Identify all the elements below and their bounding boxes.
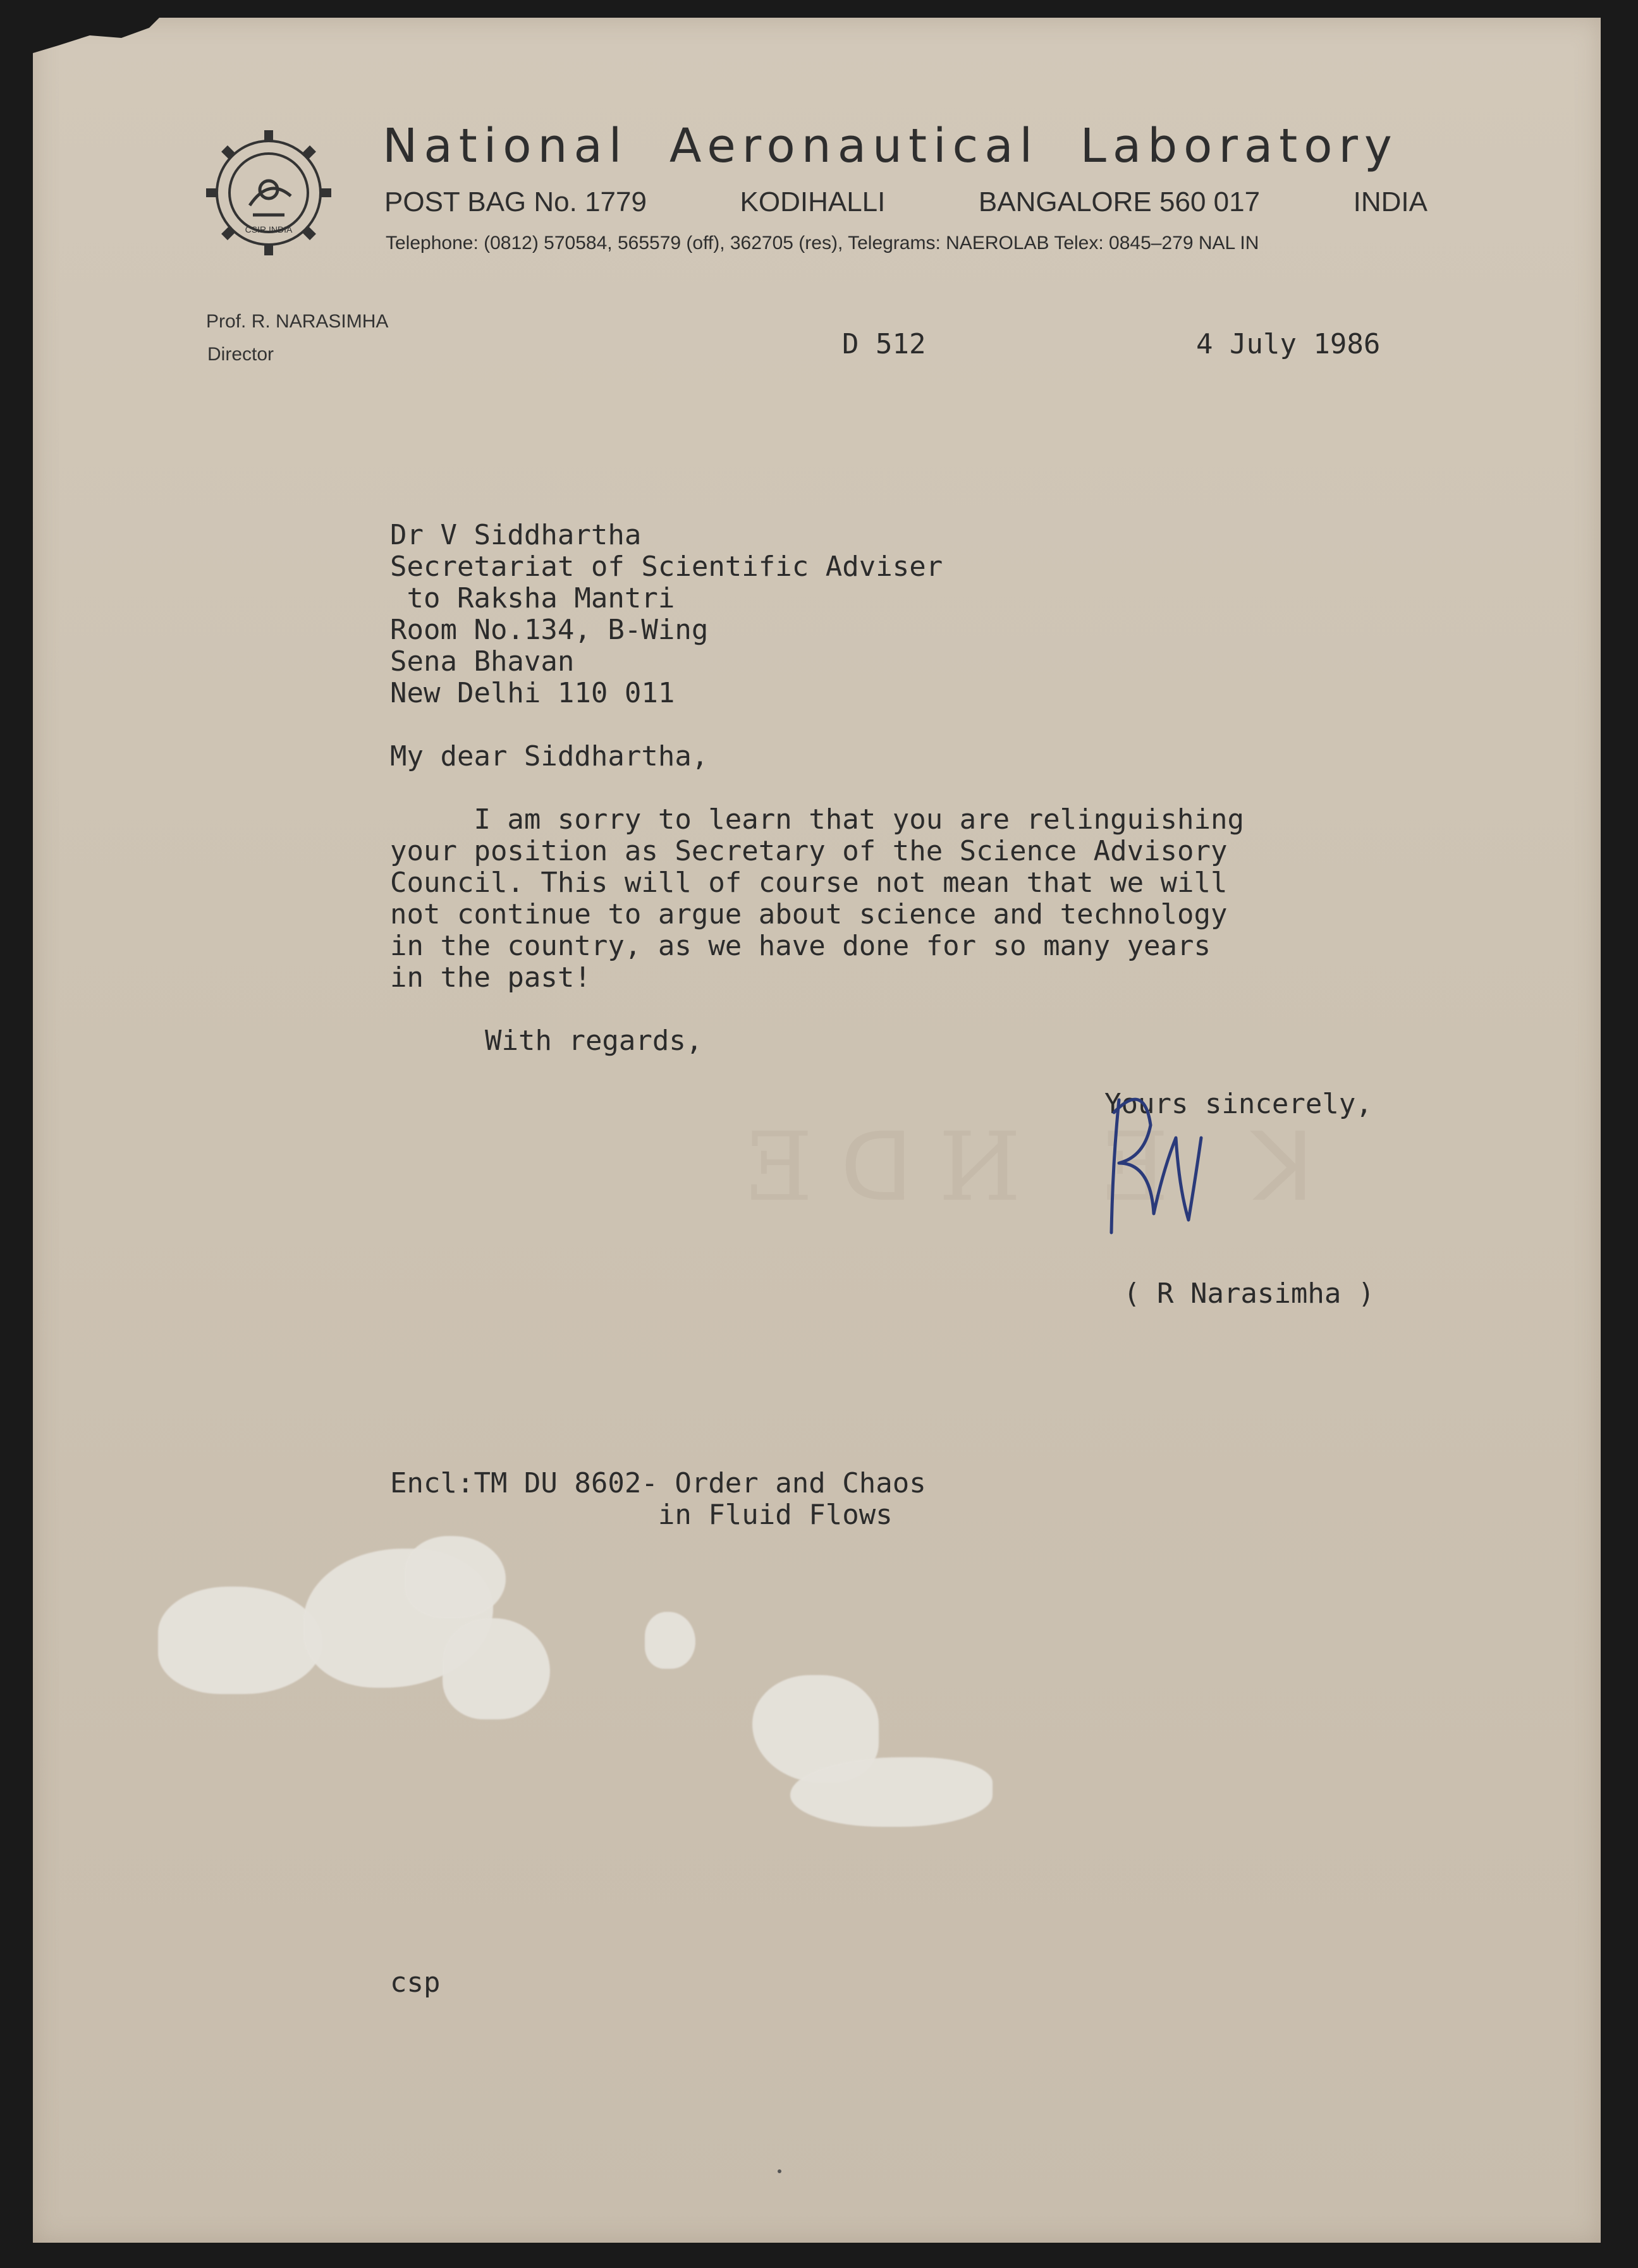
enclosure-line: Encl:TM DU 8602- Order and Chaos [390, 1467, 926, 1499]
recipient-line: New Delhi 110 011 [390, 677, 675, 709]
recipient-line: Room No.134, B-Wing [390, 614, 709, 646]
body-line: Council. This will of course not mean that we will [390, 867, 1228, 899]
paper-speck [778, 2169, 781, 2173]
sender-title: Director [207, 344, 274, 365]
body-line: in the country, as we have done for so many years [390, 930, 1211, 962]
recipient-line: Dr V Siddhartha [390, 519, 642, 551]
body-line: in the past! [390, 961, 591, 994]
reference-number: D 512 [842, 328, 926, 360]
organization-name: National Aeronautical Laboratory [382, 119, 1398, 173]
letterhead-address [384, 186, 1427, 218]
correction-fluid-stain [645, 1612, 695, 1669]
typist-initials: csp [390, 1966, 441, 1999]
closing: With regards, [485, 1025, 703, 1057]
handwritten-signature [1100, 1087, 1214, 1245]
body-line: I am sorry to learn that you are relinguishing [390, 803, 1245, 836]
salutation: My dear Siddhartha, [390, 740, 709, 772]
correction-fluid-stain [405, 1536, 506, 1618]
recipient-line: Sena Bhavan [390, 645, 575, 678]
address-country: INDIA [1353, 186, 1427, 217]
address-city: BANGALORE 560 017 [978, 186, 1261, 217]
body-line: your position as Secretary of the Science Advisory [390, 835, 1228, 867]
valediction: Yours sincerely, [1104, 1088, 1372, 1120]
recipient-line: to Raksha Mantri [390, 582, 675, 614]
watermark-show-through: ƎꓷИ Ǝ ꓘ [746, 1113, 1340, 1222]
letter-date: 4 July 1986 [1196, 328, 1381, 360]
csir-logo-icon [202, 126, 335, 259]
letterhead-contact: Telephone: (0812) 570584, 565579 (off), 362705 (res), Telegrams: NAEROLAB Telex: 0845–279 NAL IN [386, 233, 1259, 253]
address-locality: KODIHALLI [740, 186, 886, 217]
address-postbag: POST BAG No. 1779 [384, 186, 647, 217]
signature-name: ( R Narasimha ) [1123, 1277, 1375, 1310]
logo-text: CSIR INDIA [245, 224, 293, 235]
body-line: not continue to argue about science and technology [390, 898, 1228, 930]
sender-name: Prof. R. NARASIMHA [206, 311, 389, 332]
enclosure-line: in Fluid Flows [390, 1499, 893, 1531]
recipient-line: Secretariat of Scientific Adviser [390, 551, 943, 583]
